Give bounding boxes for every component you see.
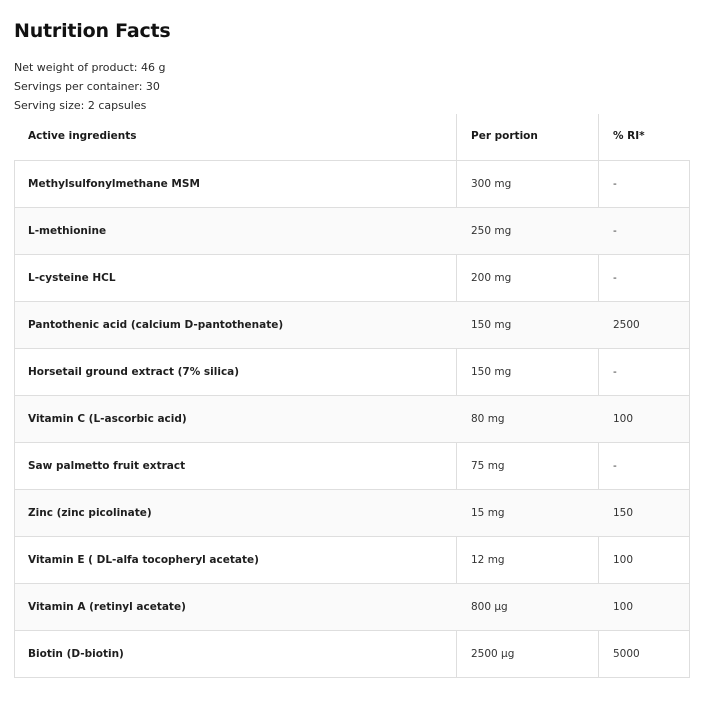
table-row (15, 302, 689, 349)
ingredient-cell: Vitamin E ( DL-alfa tocopheryl acetate) (28, 554, 259, 566)
ingredient-cell: L-methionine (28, 225, 107, 237)
table-row (15, 349, 689, 396)
portion-cell: 300 mg (471, 178, 512, 190)
table-row (15, 631, 689, 678)
ingredient-cell: L-cysteine HCL (28, 272, 116, 284)
ingredient-cell: Zinc (zinc picolinate) (28, 507, 152, 519)
ingredient-cell: Horsetail ground extract (7% silica) (28, 366, 240, 378)
page-title: Nutrition Facts (14, 20, 171, 42)
ri-cell: 2500 (613, 319, 640, 331)
product-info (14, 58, 165, 115)
ingredient-cell: Methylsulfonylmethane MSM (28, 178, 200, 190)
portion-cell: 12 mg (471, 554, 505, 566)
ri-cell: - (613, 225, 617, 237)
portion-cell: 15 mg (471, 507, 505, 519)
table-row (15, 161, 689, 208)
ri-cell: - (613, 460, 617, 472)
ingredient-cell: Pantothenic acid (calcium D-pantothenate) (28, 319, 284, 331)
portion-cell: 800 µg (471, 601, 508, 613)
ri-cell: - (613, 272, 617, 284)
table-row (15, 255, 689, 302)
header-ri: % RI* (613, 130, 645, 142)
portion-cell: 200 mg (471, 272, 512, 284)
ri-cell: - (613, 178, 617, 190)
serving-size-text: Serving size: 2 capsules (14, 99, 147, 112)
table-row (15, 443, 689, 490)
ingredient-cell: Vitamin C (L-ascorbic acid) (28, 413, 187, 425)
portion-cell: 2500 µg (471, 648, 515, 660)
portion-cell: 150 mg (471, 319, 512, 331)
ri-cell: - (613, 366, 617, 378)
nutrition-table (14, 114, 690, 678)
servings-text: Servings per container: 30 (14, 80, 160, 93)
table-row (15, 396, 689, 443)
net-weight-text: Net weight of product: 46 g (14, 61, 166, 74)
table-header (14, 114, 690, 160)
portion-cell: 75 mg (471, 460, 505, 472)
table-row (15, 537, 689, 584)
table-row (15, 208, 689, 255)
portion-cell: 80 mg (471, 413, 505, 425)
table-row (15, 490, 689, 537)
ingredient-cell: Saw palmetto fruit extract (28, 460, 186, 472)
ri-cell: 100 (613, 554, 634, 566)
portion-cell: 250 mg (471, 225, 512, 237)
table-body (14, 160, 690, 678)
portion-cell: 150 mg (471, 366, 512, 378)
ri-cell: 5000 (613, 648, 640, 660)
ri-cell: 100 (613, 413, 634, 425)
header-ingredient: Active ingredients (28, 130, 137, 142)
ingredient-cell: Vitamin A (retinyl acetate) (28, 601, 186, 613)
header-portion: Per portion (471, 130, 538, 142)
ri-cell: 150 (613, 507, 634, 519)
ri-cell: 100 (613, 601, 634, 613)
ingredient-cell: Biotin (D-biotin) (28, 648, 124, 660)
table-row (15, 584, 689, 631)
